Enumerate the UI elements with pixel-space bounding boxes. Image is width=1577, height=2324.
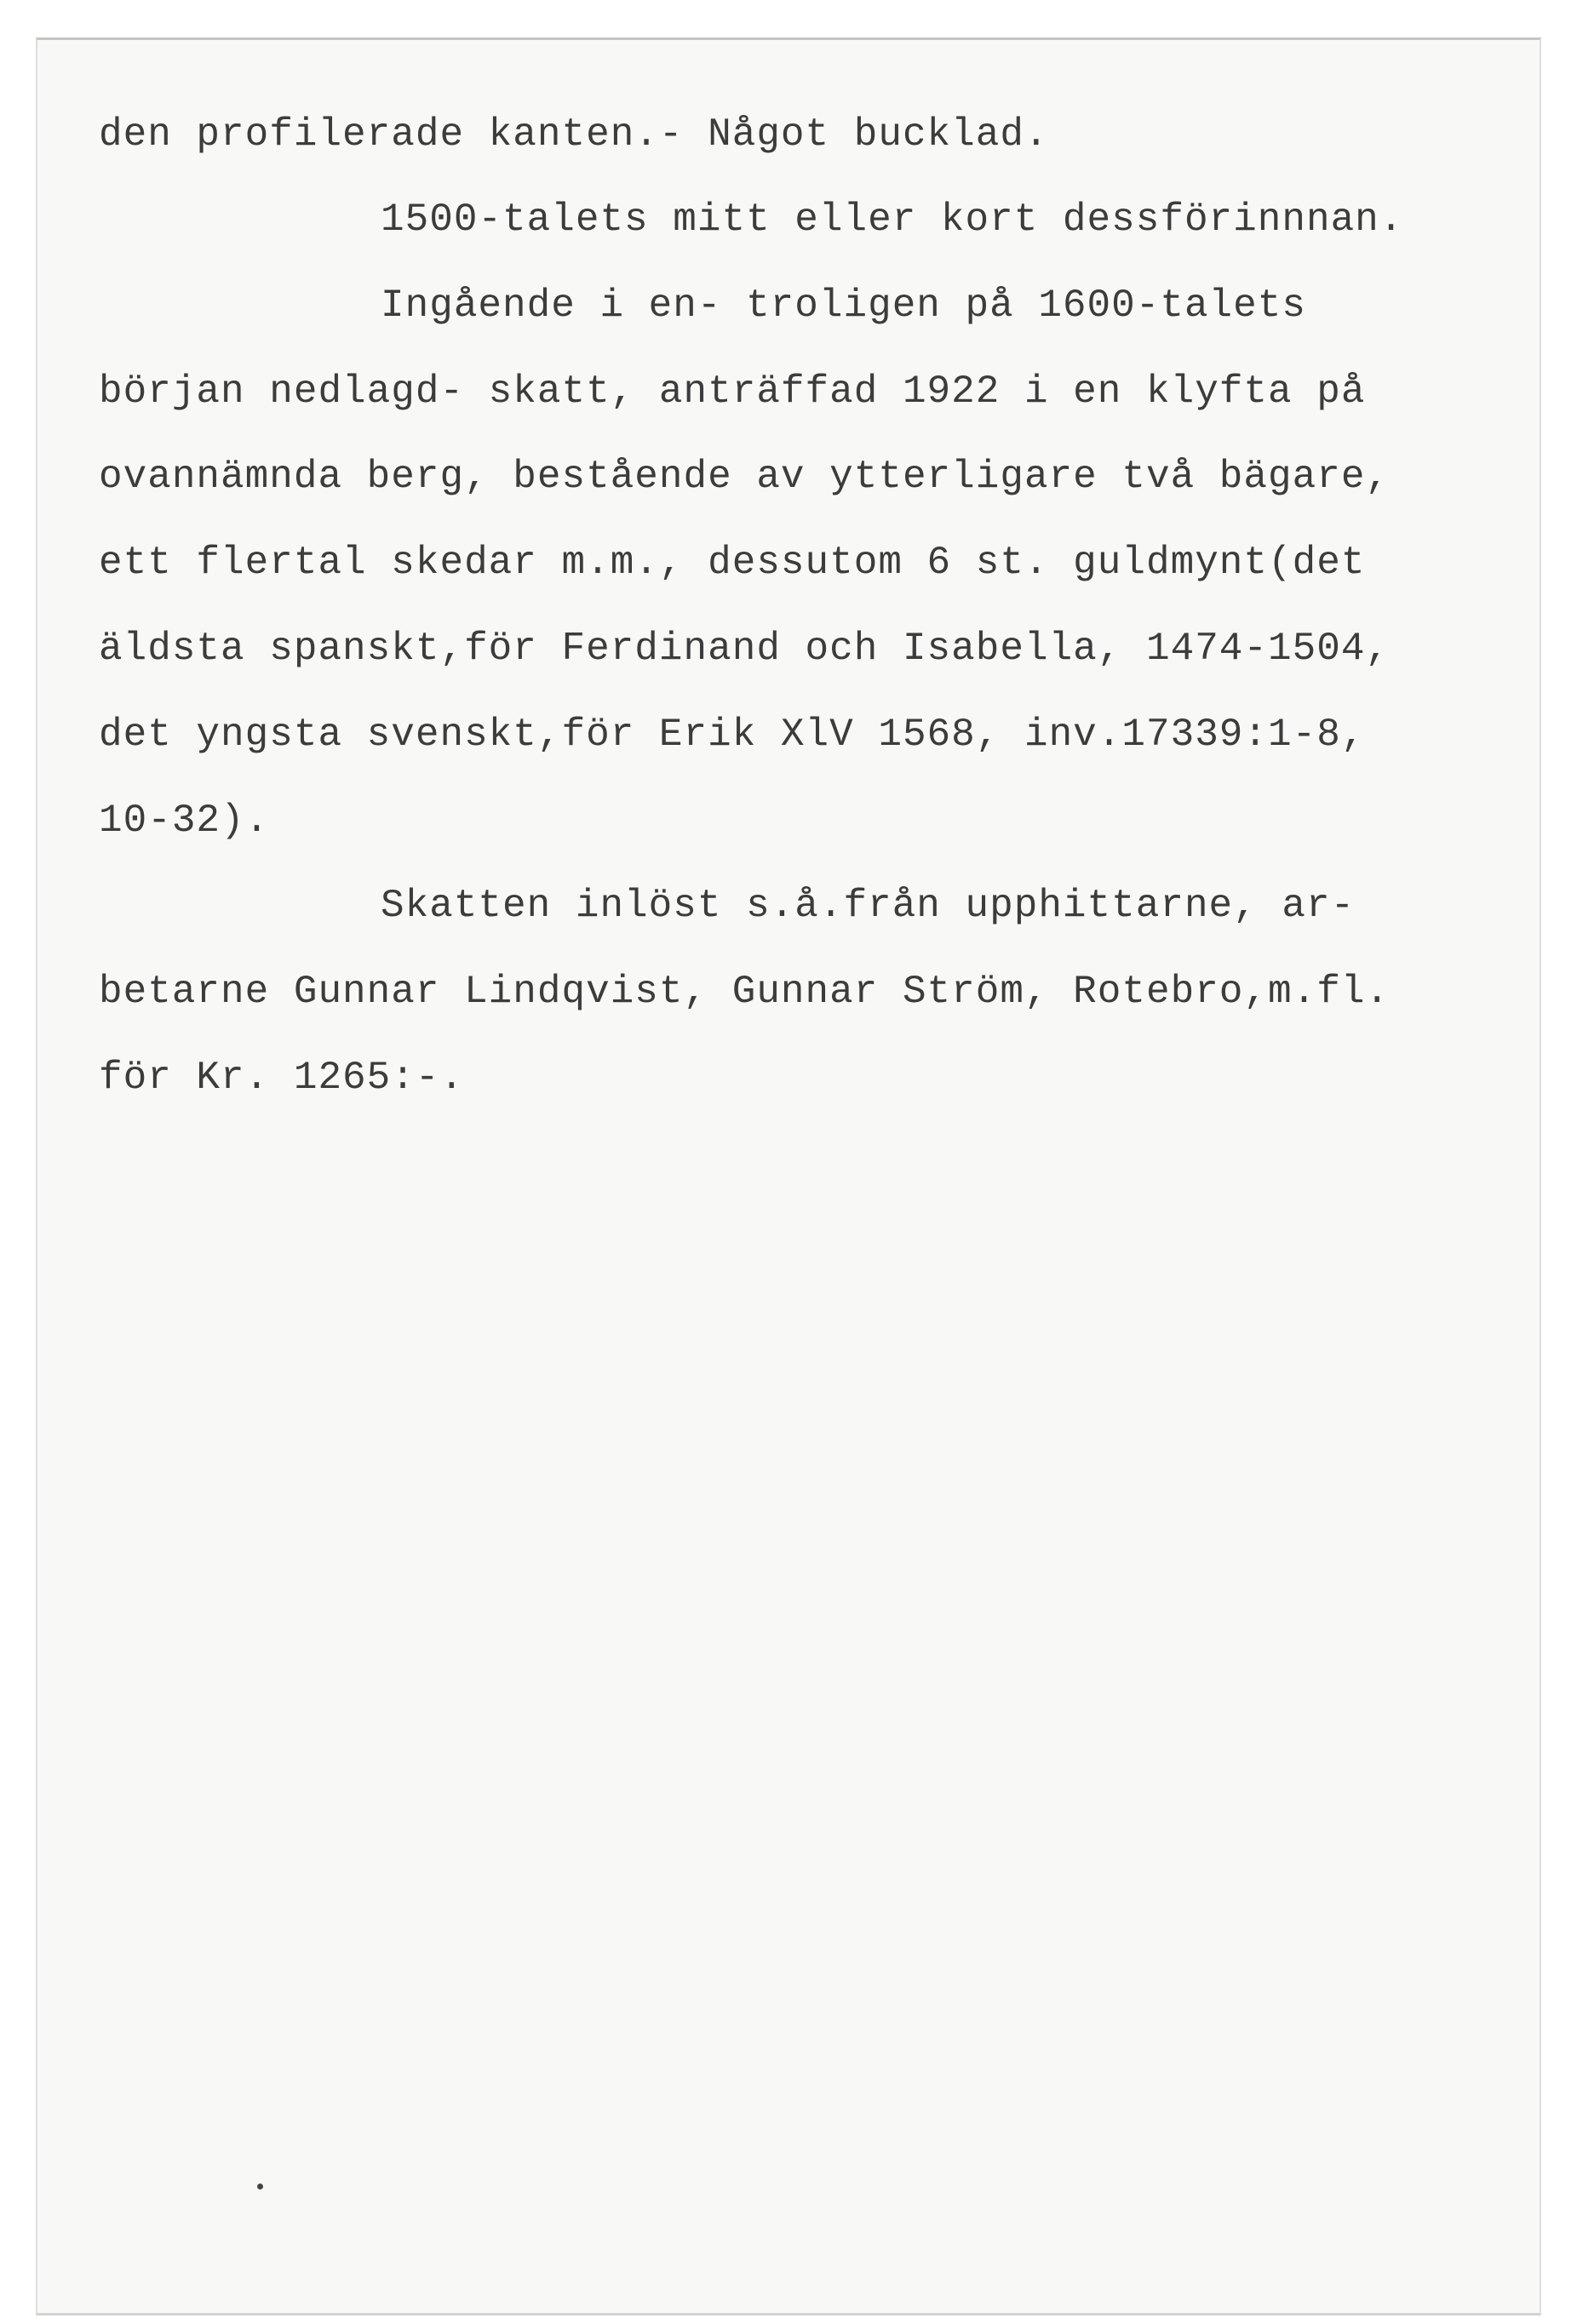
text-line-9: 10-32). [99, 799, 270, 843]
text-line-12: för Kr. 1265:-. [99, 1056, 465, 1100]
text-line-1: den profilerade kanten.- Något bucklad. [99, 112, 1049, 157]
text-line-4: början nedlagd- skatt, anträffad 1922 i en klyfta på [99, 369, 1366, 414]
index-card [36, 37, 1541, 2315]
stray-mark [257, 2184, 263, 2189]
text-line-6: ett flertal skedar m.m., dessutom 6 st. guldmynt(det [99, 541, 1366, 585]
text-line-8: det yngsta svenskt,för Erik XlV 1568, inv.17339:1-8, [99, 713, 1366, 757]
text-line-7: äldsta spanskt,för Ferdinand och Isabella, 1474-1504, [99, 627, 1391, 671]
text-line-10: Skatten inlöst s.å.från upphittarne, ar- [381, 884, 1356, 928]
text-line-2: 1500-talets mitt eller kort dessförinnnan. [381, 197, 1404, 242]
text-line-11: betarne Gunnar Lindqvist, Gunnar Ström, Rotebro,m.fl. [99, 970, 1391, 1014]
text-line-5: ovannämnda berg, bestående av ytterligare två bägare, [99, 455, 1391, 499]
text-line-3: Ingående i en- troligen på 1600-talets [381, 283, 1306, 328]
